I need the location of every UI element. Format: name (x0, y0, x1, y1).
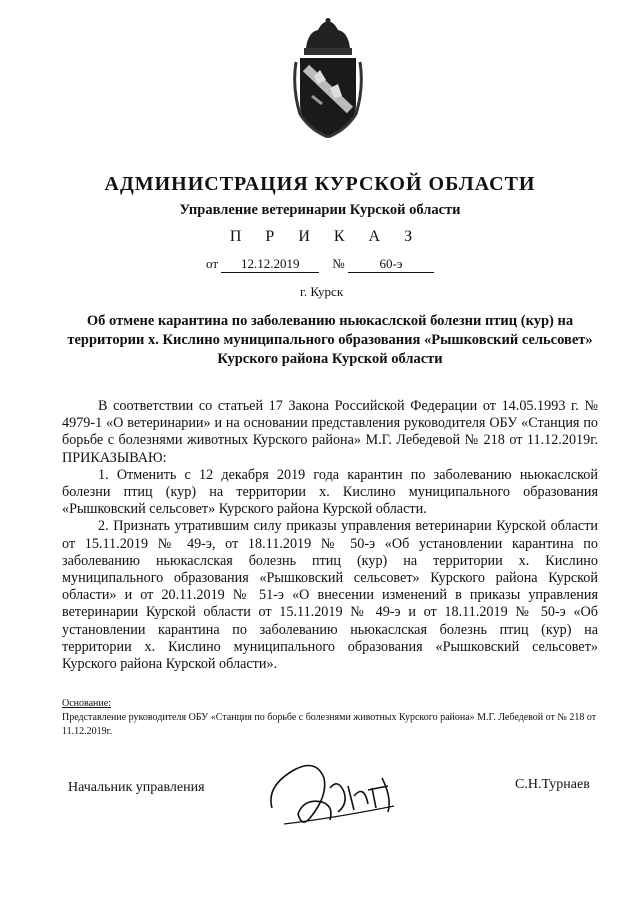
document-subject: Об отмене карантина по заболеванию ньюкаслской болезни птиц (кур) на территории х. Кислино муниципального образования «Рышковский сельсовет» Курского района Курской области (67, 313, 593, 367)
document-body (62, 398, 598, 673)
signatory-position: Начальник управления (68, 780, 205, 795)
date-number-line (0, 256, 640, 273)
handwritten-signature (264, 748, 414, 830)
signatory-name: С.Н.Турнаев (515, 777, 590, 792)
department-name: Управление ветеринарии Курской области (179, 202, 461, 218)
basis-text: Представление руководителя ОБУ «Станция по борьбе с болезнями животных Курского района» М.Г. Лебедевой от № 218 от 11.12.2019г. (62, 712, 597, 737)
preamble-paragraph: В соответствии со статьей 17 Закона Российской Федерации от 14.05.1993 г. № 4979-1 «О ветеринарии» и на основании представления руководителя ОБУ «Станция по борьбе с болезнями животных Курского района» М.Г. Лебедевой № 218 от 11.12.2019г. ПРИКАЗЫВАЮ: (62, 398, 598, 466)
organization-name: АДМИНИСТРАЦИЯ КУРСКОЙ ОБЛАСТИ (104, 173, 536, 195)
document-date: 12.12.2019 (221, 256, 319, 273)
document-number: 60-э (348, 256, 434, 273)
date-prefix: от (206, 256, 219, 271)
city: г. Курск (300, 284, 344, 299)
coat-of-arms-emblem (292, 18, 364, 138)
item-2-paragraph: 2. Признать утратившим силу приказы управления ветеринарии Курской области от 15.11.2019 № 49-э, от 18.11.2019 № 50-э «Об установлении карантина по заболеванию ньюкаслская болезнь птиц (кур) на территории х. Кислино муниципального образования «Рышковский сельсовет» Курского района Курской области» и от 20.11.2019 № 51-э «О внесении изменений в приказы управления ветеринарии Курской области от 15.11.2019 № 49-э и от 18.11.2019 № 50-э «Об установлении карантина по заболеванию ньюкаслская болезнь птиц (кур) на территории х. Кислино муниципального образования «Рышковский сельсовет» Курского района Курской области». (62, 518, 598, 673)
document-type: П Р И К А З (229, 228, 423, 245)
number-prefix: № (332, 256, 345, 271)
item-1-paragraph: 1. Отменить с 12 декабря 2019 года карантин по заболеванию ньюкаслской болезни птиц (кур) на территории х. Кислино муниципального образования «Рышковский сельсовет» Курского района Курской области. (62, 466, 598, 518)
basis-label: Основание: (62, 698, 111, 709)
basis-section (62, 697, 602, 739)
